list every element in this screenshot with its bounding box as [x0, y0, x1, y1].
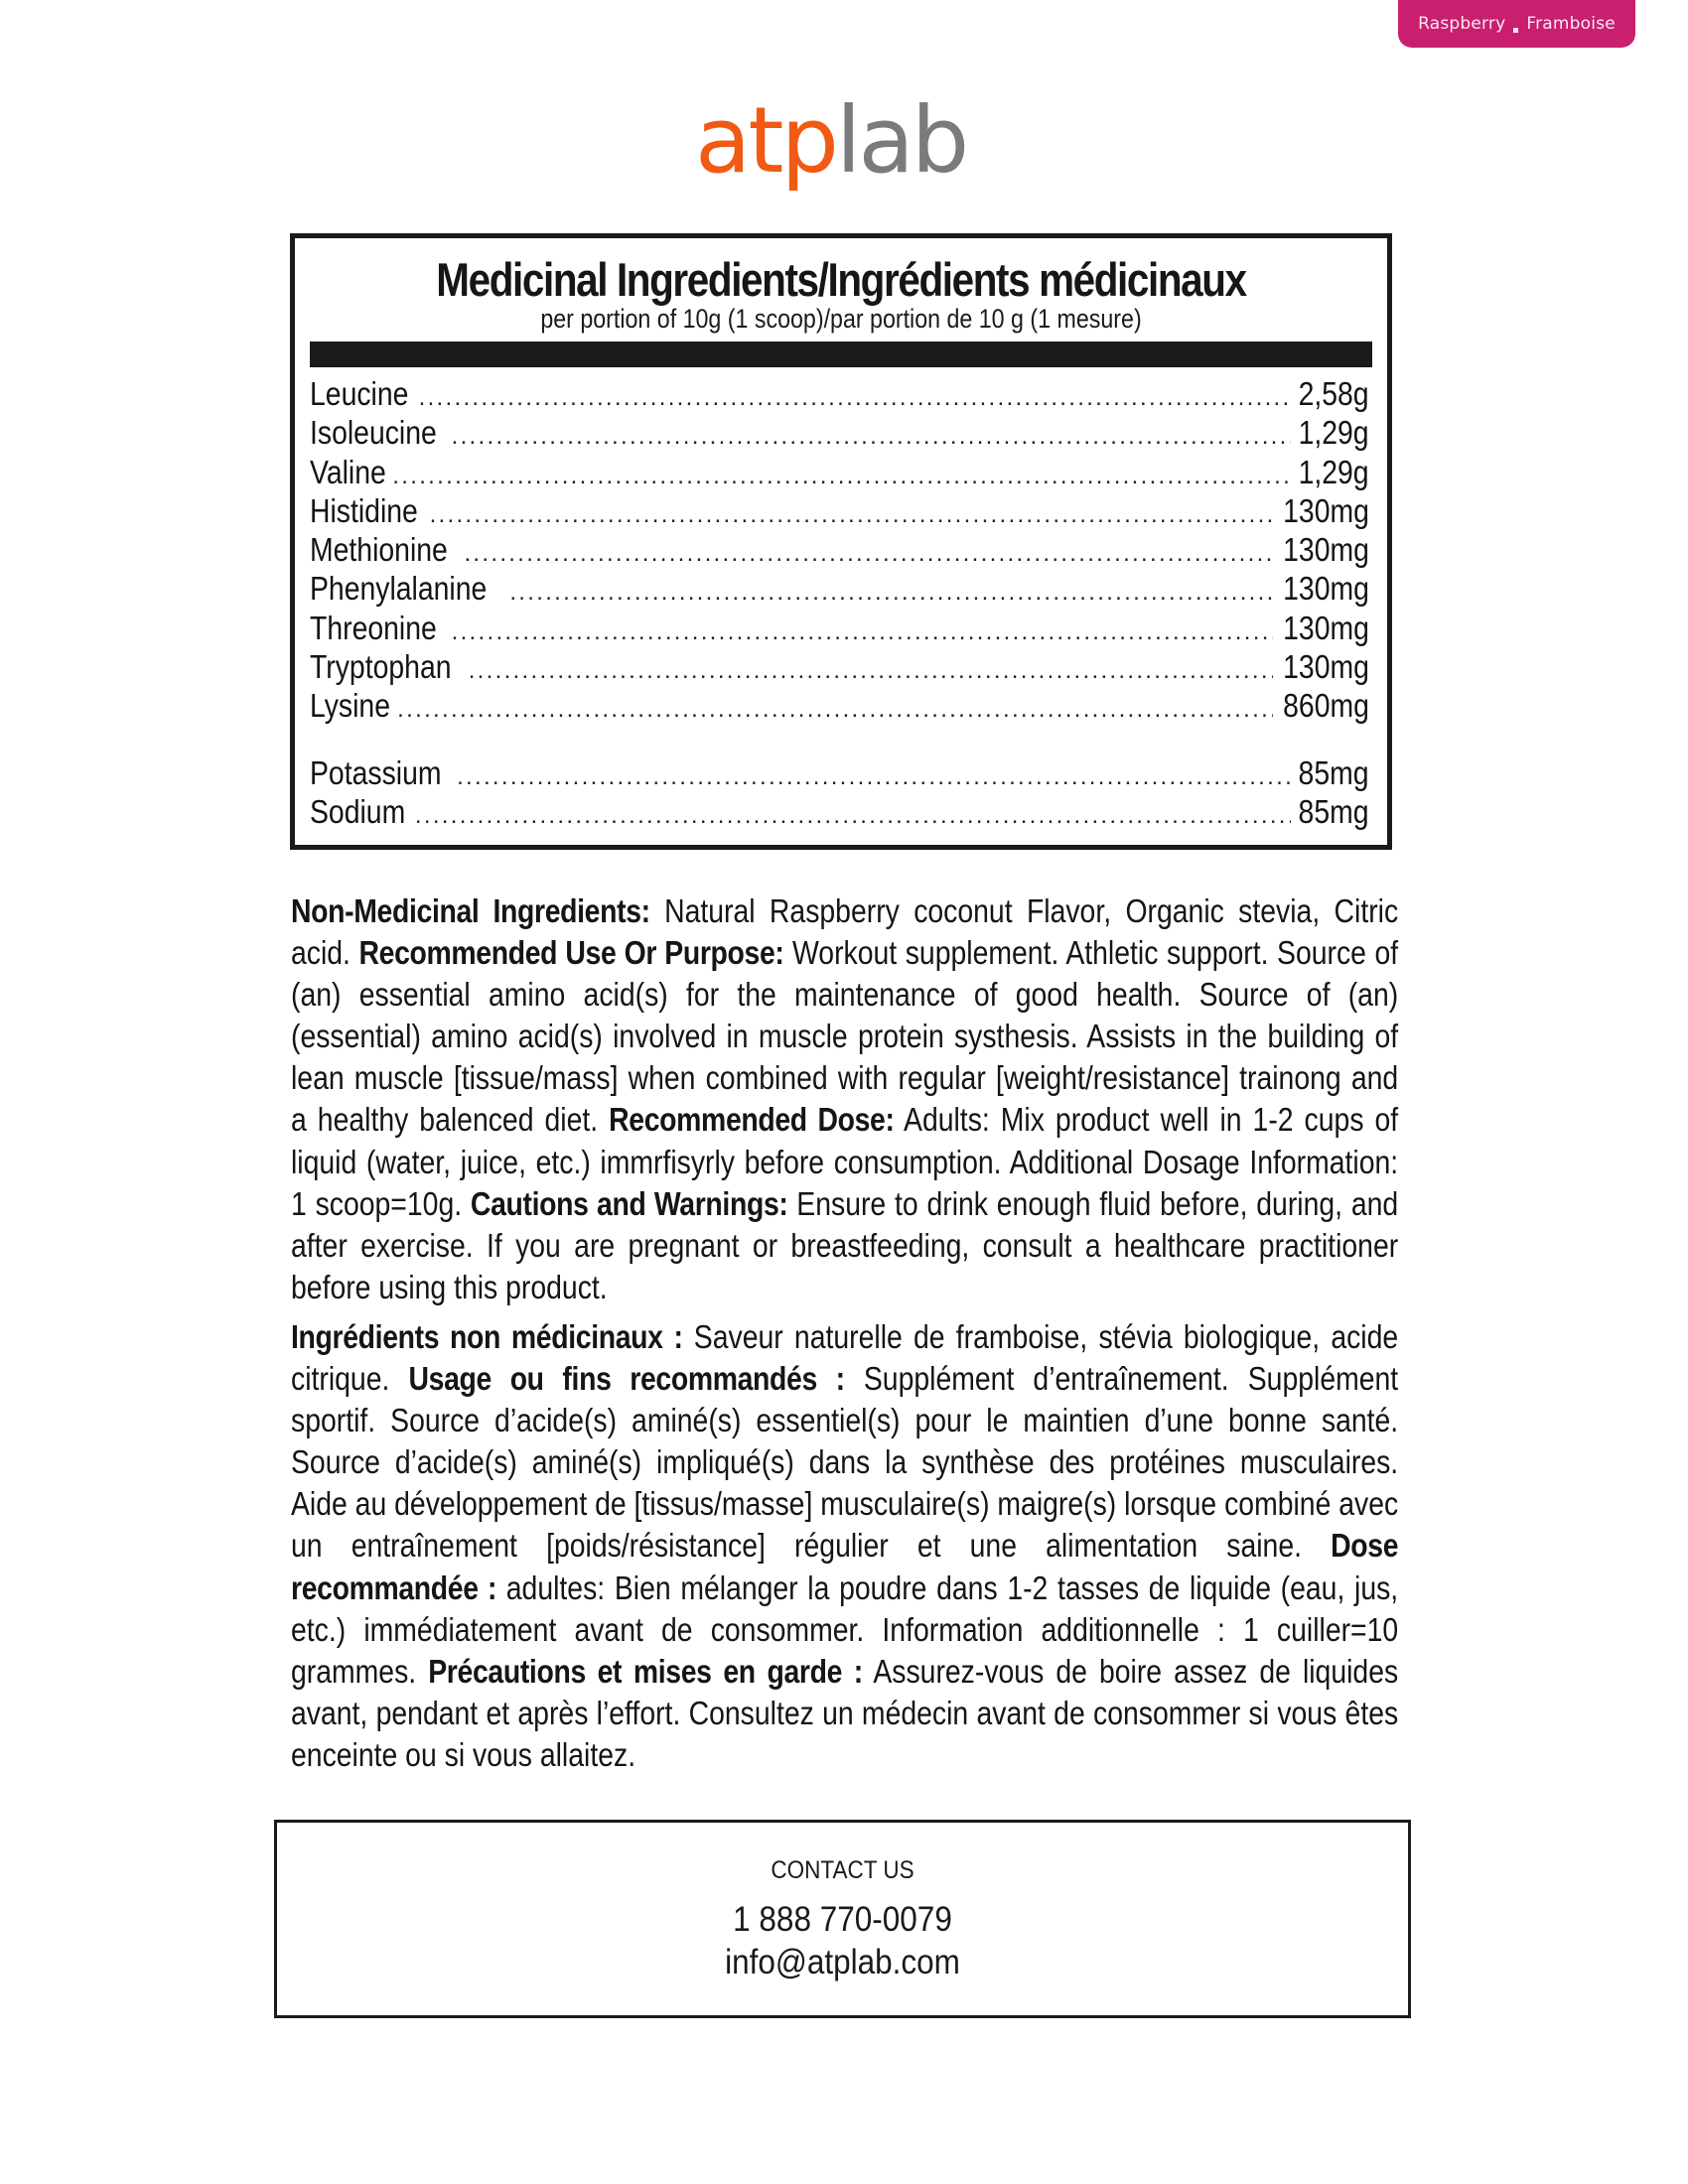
atplab-logo [695, 87, 967, 194]
flavor-en: Raspberry [1418, 14, 1506, 34]
dot-leader [452, 417, 1292, 456]
ingredient-amount: 130mg [1283, 570, 1369, 608]
separator-square-icon [1513, 28, 1518, 33]
group-spacer [310, 726, 1369, 753]
ingredient-row [310, 686, 1369, 725]
recommended-dose-label: Recommended Dose: [609, 1101, 895, 1139]
contact-heading: CONTACT US [771, 1856, 914, 1884]
recommended-dose-text: Adults: Mix product well in 1-2 cups of liquid (water, juice, etc.) immrfisyrly before consumption. Additional Dosage Information: 1 scoop=10g. [291, 1101, 1399, 1222]
ingredient-amount: 85mg [1298, 792, 1369, 830]
dot-leader [452, 613, 1273, 651]
ingredient-amount: 130mg [1283, 648, 1369, 686]
recommended-dose-text-fr: adultes: Bien mélanger la poudre dans 1-2 tasses de liquide (eau, jus, etc.) immédiatement avant de consommer. Information additionnelle : 1 cuiller=10 grammes. [291, 1569, 1399, 1690]
non-medicinal-label-fr: Ingrédients non médicinaux : [291, 1318, 683, 1355]
cautions-label: Cautions and Warnings: [470, 1184, 788, 1222]
dot-leader [397, 690, 1273, 729]
medicinal-ingredients-panel [290, 233, 1392, 850]
flavor-fr: Framboise [1526, 14, 1616, 34]
cautions-text: Ensure to drink enough fluid before, during, and after exercise. If you are pregnant or breastfeeding, consult a healthcare practitioner before using this product. [291, 1184, 1399, 1305]
french-info-paragraph [291, 1316, 1398, 1776]
dot-leader [464, 534, 1273, 573]
header-divider-bar [310, 341, 1372, 367]
dot-leader [419, 378, 1292, 417]
dot-leader [457, 757, 1291, 796]
recommended-use-label: Recommended Use Or Purpose: [358, 934, 784, 972]
ingredient-name: Lysine [310, 687, 390, 725]
ingredient-row [310, 413, 1369, 452]
ingredient-row [310, 530, 1369, 569]
ingredient-amount: 130mg [1283, 491, 1369, 529]
ingredient-amount: 85mg [1298, 753, 1369, 791]
ingredient-row [310, 609, 1369, 647]
ingredient-name: Valine [310, 453, 386, 490]
ingredient-row [310, 647, 1369, 686]
ingredient-amount: 860mg [1283, 687, 1369, 725]
english-info-paragraph [291, 890, 1398, 1308]
ingredient-name: Isoleucine [310, 414, 437, 452]
dot-leader [509, 573, 1273, 612]
dot-leader [469, 651, 1273, 690]
medicinal-title: Medicinal Ingredients/Ingrédients médicinaux [436, 253, 1246, 306]
logo-part-lab: lab [835, 87, 967, 194]
ingredient-name: Tryptophan [310, 648, 452, 686]
ingredient-name: Phenylalanine [310, 570, 488, 608]
recommended-dose-label-fr: Dose recommandée : [291, 1527, 1399, 1606]
ingredient-row [310, 491, 1369, 530]
ingredient-row [310, 569, 1369, 608]
ingredient-name: Sodium [310, 792, 406, 830]
dot-leader [430, 495, 1274, 534]
ingredient-name: Threonine [310, 609, 437, 646]
dot-leader [415, 796, 1292, 835]
electrolyte-row [310, 792, 1369, 831]
ingredient-amount: 1,29g [1298, 453, 1369, 490]
flavor-badge [1398, 0, 1635, 48]
ingredient-amount: 1,29g [1298, 414, 1369, 452]
electrolyte-row [310, 753, 1369, 792]
contact-panel [274, 1820, 1411, 2018]
ingredient-amount: 2,58g [1298, 375, 1369, 412]
contact-email[interactable]: info@atplab.com [725, 1943, 960, 1981]
recommended-use-text: Workout supplement. Athletic support. Source of (an) essential amino acid(s) for the maintenance of good health. Source of (an) (essential) amino acid(s) involved in muscle protein systhesis. Assists in the building of lean muscle [tissue/mass] when combined with regular [weight/resistance] trainong and a healthy balenced diet. [291, 934, 1399, 1139]
cautions-label-fr: Précautions et mises en garde : [428, 1652, 863, 1690]
cautions-text-fr: Assurez-vous de boire assez de liquides avant, pendant et après l’effort. Consultez un médecin avant de consommer si vous êtes enceinte ou si vous allaitez. [291, 1652, 1399, 1773]
recommended-use-text-fr: Supplément d’entraînement. Supplément sportif. Source d’acide(s) aminé(s) essentiel(s) pour le maintien d’une bonne santé. Source d’acide(s) aminé(s) impliqué(s) dans la synthèse des protéines musculaires. Aide au développement de [tissus/masse] musculaire(s) maigre(s) lorsque combiné avec un entraînement [poids/résistance] régulier et une alimentation saine. [291, 1360, 1399, 1565]
ingredient-list [310, 374, 1369, 831]
ingredient-name: Histidine [310, 491, 418, 529]
recommended-use-label-fr: Usage ou fins recommandés : [408, 1360, 845, 1398]
ingredient-amount: 130mg [1283, 609, 1369, 646]
non-medicinal-label: Non-Medicinal Ingredients: [291, 892, 650, 929]
contact-phone[interactable]: 1 888 770-0079 [733, 1900, 952, 1939]
logo-part-atp: atp [695, 87, 836, 194]
non-medicinal-text-fr: Saveur naturelle de framboise, stévia biologique, acide citrique. [291, 1318, 1399, 1398]
ingredient-name: Leucine [310, 375, 409, 412]
ingredient-row [310, 374, 1369, 413]
medicinal-subtitle: per portion of 10g (1 scoop)/par portion de 10 g (1 mesure) [540, 304, 1142, 334]
ingredient-amount: 130mg [1283, 531, 1369, 569]
non-medicinal-text: Natural Raspberry coconut Flavor, Organic stevia, Citric acid. [291, 892, 1399, 972]
ingredient-row [310, 453, 1369, 491]
dot-leader [392, 457, 1291, 495]
ingredient-name: Methionine [310, 531, 448, 569]
ingredient-name: Potassium [310, 753, 442, 791]
